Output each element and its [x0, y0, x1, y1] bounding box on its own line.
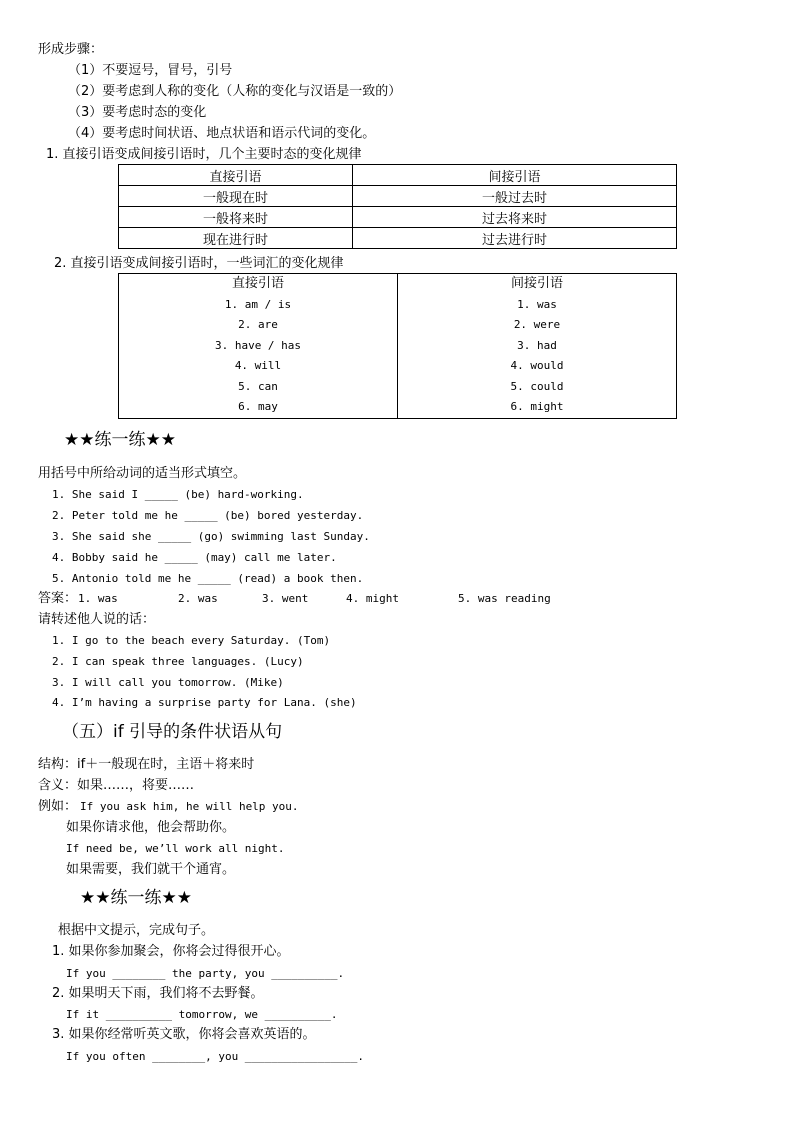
table-row	[119, 207, 677, 228]
table-cell: 一般过去时	[353, 186, 677, 207]
answer-item: 3. went	[262, 592, 309, 605]
exercise-prompt: 2. 如果明天下雨，我们将不去野餐。	[52, 986, 264, 1001]
direct-column	[119, 274, 398, 419]
header-direct: 直接引语	[231, 276, 284, 291]
example-chinese: 如果需要，我们就干个通宵。	[66, 862, 236, 877]
step-item: （4）要考虑时间状语、地点状语和语示代词的变化。	[68, 126, 376, 141]
direct-word: 4. will	[234, 359, 282, 372]
exercise-item: 1. She said I _____ (be) hard-working.	[52, 488, 304, 501]
exercise-sentence: If you often ________, you _________________.	[66, 1050, 365, 1063]
step-item: （2）要考虑到人称的变化（人称的变化与汉语是一致的）	[68, 84, 402, 99]
answer-item: 2. was	[178, 592, 218, 605]
indirect-word: 1. was	[517, 297, 557, 311]
table-cell: 一般将来时	[119, 207, 353, 228]
exercise-prompt: 1. 如果你参加聚会，你将会过得很开心。	[52, 944, 290, 959]
direct-word: 1. am / is	[224, 297, 292, 311]
table-row	[119, 228, 677, 249]
section-title: （五）if 引导的条件状语从句	[62, 722, 283, 742]
header-direct: 直接引语	[119, 165, 353, 186]
exercise-item: 5. Antonio told me he _____ (read) a book then.	[52, 572, 364, 585]
practice-instruction: 根据中文提示，完成句子。	[58, 923, 215, 938]
indirect-word: 3. had	[517, 338, 557, 352]
indirect-word: 6. might	[510, 400, 564, 413]
word-change-table	[118, 273, 677, 419]
table-cell: 现在进行时	[119, 228, 353, 249]
exercise-sentence: If you ________ the party, you __________.	[66, 967, 345, 980]
direct-word: 5. can	[238, 379, 278, 393]
answer-item: 1. was	[78, 592, 118, 605]
practice-heading: ★★练一练★★	[64, 430, 176, 450]
example-label: 例如：	[38, 799, 78, 814]
indirect-word: 5. could	[510, 379, 564, 393]
exercise-item: 2. Peter told me he _____ (be) bored yesterday.	[52, 509, 364, 522]
direct-word: 3. have / has	[214, 338, 302, 352]
answer-label: 答案：	[38, 591, 78, 606]
header-indirect: 间接引语	[510, 276, 563, 291]
report-item: 4. I’m having a surprise party for Lana. (she)	[52, 696, 357, 709]
exercise-item: 3. She said she _____ (go) swimming last Sunday.	[52, 530, 370, 543]
meaning-line: 含义：如果……，将要……	[38, 778, 195, 793]
tense-change-table	[118, 164, 677, 249]
table-row	[119, 186, 677, 207]
indirect-word: 2. were	[513, 318, 561, 331]
exercise-item: 4. Bobby said he _____ (may) call me later.	[52, 551, 337, 564]
table-cell: 一般现在时	[119, 186, 353, 207]
answer-item: 4. might	[346, 592, 399, 605]
table-cell: 过去将来时	[353, 207, 677, 228]
direct-word: 6. may	[238, 400, 278, 413]
table1-caption: 1. 直接引语变成间接引语时，几个主要时态的变化规律	[46, 147, 362, 162]
step-item: （3）要考虑时态的变化	[68, 105, 207, 120]
table2-caption: 2. 直接引语变成间接引语时，一些词汇的变化规律	[54, 256, 344, 271]
practice-heading: ★★练一练★★	[80, 888, 192, 908]
report-item: 3. I will call you tomorrow. (Mike)	[52, 676, 284, 689]
answer-item: 5. was reading	[458, 592, 551, 605]
direct-word: 2. are	[238, 318, 278, 331]
steps-title: 形成步骤：	[38, 42, 104, 57]
indirect-word: 4. would	[510, 359, 564, 372]
example-chinese: 如果你请求他，他会帮助你。	[66, 820, 236, 835]
table-header-row	[119, 165, 677, 186]
example-english: If need be, we’ll work all night.	[66, 842, 285, 855]
example-english: If you ask him, he will help you.	[80, 800, 299, 813]
indirect-column	[398, 274, 677, 419]
table-cell: 过去进行时	[353, 228, 677, 249]
exercise-sentence: If it __________ tomorrow, we __________.	[66, 1008, 338, 1021]
structure-line: 结构：if＋一般现在时，主语＋将来时	[38, 757, 255, 772]
table-row	[119, 274, 677, 419]
report-item: 2. I can speak three languages. (Lucy)	[52, 655, 304, 668]
report-item: 1. I go to the beach every Saturday. (Tom)	[52, 634, 331, 647]
exercise-prompt: 3. 如果你经常听英文歌，你将会喜欢英语的。	[52, 1027, 316, 1042]
practice-instruction: 用括号中所给动词的适当形式填空。	[38, 466, 247, 481]
step-item: （1）不要逗号，冒号，引号	[68, 63, 233, 78]
header-indirect: 间接引语	[353, 165, 677, 186]
report-instruction: 请转述他人说的话：	[38, 612, 156, 627]
